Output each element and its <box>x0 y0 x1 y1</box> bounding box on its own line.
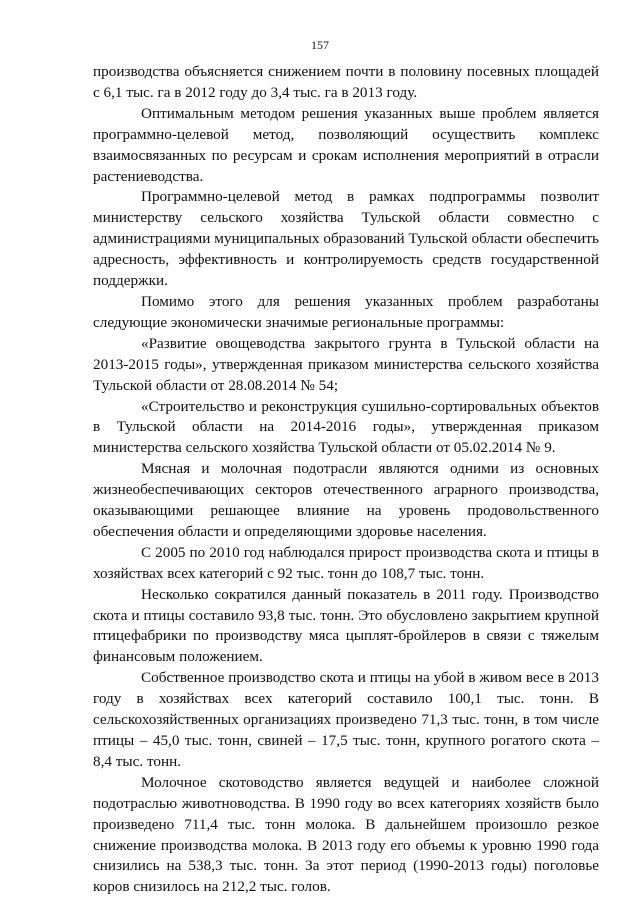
paragraph-program-vegetables: «Развитие овощеводства закрытого грунта в Тульской области на 2013-2015 годы», утвержденная приказом министерства сельского хозяйства Тульской области от 28.08.2014 № 54; <box>93 334 599 394</box>
paragraph-optimal-method: Оптимальным методом решения указанных выше проблем является программно-целевой метод, позволяющий осуществить комплекс взаимосвязанных по ресурсам и срокам исполнения мероприятий в отрасли растениеводства. <box>93 104 599 185</box>
paragraph-regional-programs-intro: Помимо этого для решения указанных проблем разработаны следующие экономически значимые региональные программы: <box>93 292 599 331</box>
paragraph-meat-dairy-sectors: Мясная и молочная подотрасли являются одними из основных жизнеобеспечивающих секторов отечественного аграрного производства, оказывающими решающее влияние на уровень продовольственного обеспечения области и определяющими здоровье населения. <box>93 460 599 540</box>
paragraph-livestock-growth: С 2005 по 2010 год наблюдался прирост производства скота и птицы в хозяйствах всех категорий с 92 тыс. тонн до 108,7 тыс. тонн. <box>93 543 599 582</box>
paragraph-2011-decline: Несколько сократился данный показатель в 2011 году. Производство скота и птицы составило 93,8 тыс. тонн. Это обусловлено закрытием крупной птицефабрики по производству мяса цыплят-бройлеров в связи с тяжелым финансовым положением. <box>93 585 599 666</box>
body-text <box>93 62 599 898</box>
paragraph-dairy-farming: Молочное скотоводство является ведущей и наиболее сложной подотраслью животноводства. В 1990 году во всех категориях хозяйств было произведено 711,4 тыс. тонн молока. В дальнейшем произошло резкое снижение производства молока. В 2013 году его объемы к уровню 1990 года снизились на 538,3 тыс. тонн. За этот период (1990-2013 годы) поголовье коров снизилось на 212,2 тыс. голов. <box>93 773 599 896</box>
paragraph-continuation: производства объясняется снижением почти в половину посевных площадей с 6,1 тыс. га в 2012 году до 3,4 тыс. га в 2013 году. <box>93 63 599 101</box>
paragraph-program-target-method: Программно-целевой метод в рамках подпрограммы позволит министерству сельского хозяйства Тульской области совместно с администрациями муниципальных образований Тульской области обеспечить адресность, эффективность и контролируемость средств государственной поддержки. <box>93 188 599 290</box>
page-number: 157 <box>311 38 329 52</box>
paragraph-program-drying-facilities: «Строительство и реконструкция сушильно-сортировальных объектов в Тульской области на 2014-2016 годы», утвержденная приказом министерства сельского хозяйства Тульской области от 05.02.2014 № 9. <box>93 397 599 457</box>
paragraph-2013-production: Собственное производство скота и птицы на убой в живом весе в 2013 году в хозяйствах всех категорий составило 100,1 тыс. тонн. В сельскохозяйственных организациях произведено 71,3 тыс. тонн, в том числе птицы – 45,0 тыс. тонн, свиней – 17,5 тыс. тонн, крупного рогатого скота – 8,4 тыс. тонн. <box>93 669 599 770</box>
